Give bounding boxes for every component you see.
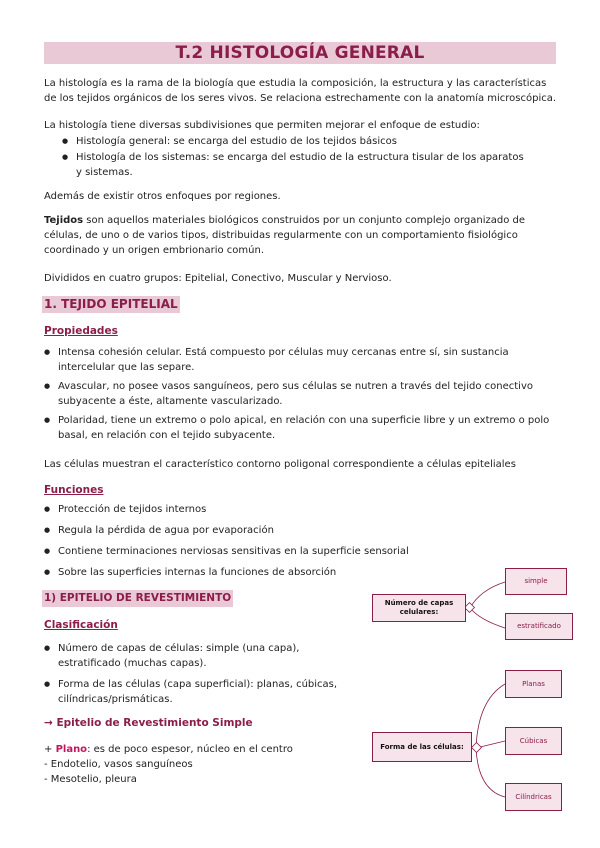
forma-option-cubicas bbox=[505, 727, 562, 755]
list-item: ● Histología de los sistemas: se encarga del estudio de la estructura tisular de los aparatos y sistemas. bbox=[62, 150, 532, 180]
list-item: ● Histología general: se encarga del estudio de los tejidos básicos bbox=[62, 134, 532, 149]
forma-box bbox=[372, 732, 472, 762]
list-item: ● Regula la pérdida de agua por evaporación bbox=[44, 523, 556, 538]
propiedades-heading: Propiedades bbox=[44, 325, 118, 337]
contorno-paragraph: Las células muestran el característico contorno poligonal correspondiente a células epiteliales bbox=[44, 459, 516, 470]
list-item: ● Avascular, no posee vasos sanguíneos, pero sus células se nutren a través del tejido conectivo subyacente a éste, altamente vascularizado. bbox=[44, 379, 556, 409]
plano-prefix: + bbox=[44, 744, 56, 755]
list-item: ● Intensa cohesión celular. Está compuesto por células muy cercanas entre sí, sin sustancia intercelular que las separe. bbox=[44, 345, 556, 375]
forma-label: Forma de las células: bbox=[380, 742, 464, 751]
epitelio-simple-heading: → Epitelio de Revestimiento Simple bbox=[44, 717, 253, 729]
plano-text: : es de poco espesor, núcleo en el centro bbox=[87, 744, 293, 755]
funciones-heading: Funciones bbox=[44, 484, 104, 496]
option-label: Cilíndricas bbox=[515, 792, 552, 801]
forma-option-cilindricas bbox=[505, 783, 562, 811]
tejidos-text: son aquellos materiales biológicos construidos por un conjunto complejo organizado de células, de uno o de varios tipos, distribuidas regularmente con un comportamiento fisiológico coordinado y un origen embrionario común. bbox=[44, 215, 526, 256]
intro-paragraph-2: La histología tiene diversas subdivisiones que permiten mejorar el enfoque de estudio: bbox=[44, 120, 480, 131]
capas-option-estratificado bbox=[505, 613, 573, 640]
connector-diamond bbox=[472, 743, 482, 753]
intro-paragraph-5: Divididos en cuatro grupos: Epitelial, Conectivo, Muscular y Nervioso. bbox=[44, 273, 392, 284]
list-item: ● Número de capas de células: simple (una capa), estratificado (muchas capas). bbox=[44, 641, 364, 671]
option-label: Planas bbox=[522, 679, 545, 688]
connector-line bbox=[470, 582, 505, 608]
list-item: ● Contiene terminaciones nerviosas sensitivas en la superficie sensorial bbox=[44, 544, 556, 559]
capas-option-simple bbox=[505, 568, 567, 595]
subsection-heading-epitelio-revestimiento: 1) EPITELIO DE REVESTIMIENTO bbox=[42, 590, 233, 607]
list-item: ● Protección de tejidos internos bbox=[44, 502, 556, 517]
plano-term: Plano bbox=[55, 744, 88, 755]
connector-line bbox=[470, 608, 505, 628]
capas-box bbox=[372, 594, 466, 622]
option-label: simple bbox=[524, 577, 548, 585]
connector-line bbox=[476, 748, 505, 797]
page-title: T.2 HISTOLOGÍA GENERAL bbox=[175, 43, 425, 63]
clasificacion-heading: Clasificación bbox=[44, 619, 118, 631]
list-item: ● Polaridad, tiene un extremo o polo apical, en relación con una superficie libre y un extremo o polo basal, en relación con el tejido subyacente. bbox=[44, 413, 556, 443]
tejidos-term: Tejidos bbox=[44, 215, 84, 226]
plano-item: - Mesotelio, pleura bbox=[44, 774, 137, 785]
intro-paragraph-1: La histología es la rama de la biología que estudia la composición, la estructura y las características de los tejidos orgánicos de los seres vivos. Se relaciona estrechamente con la anatomía microscópica. bbox=[44, 78, 557, 104]
option-label: estratificado bbox=[517, 622, 561, 630]
intro-paragraph-3: Además de existir otros enfoques por regiones. bbox=[44, 191, 281, 202]
capas-label: Número de capas celulares: bbox=[384, 599, 454, 616]
option-label: Cúbicas bbox=[519, 736, 548, 745]
list-item: ● Sobre las superficies internas la funciones de absorción bbox=[44, 565, 556, 580]
forma-option-planas bbox=[505, 670, 562, 698]
connector-line bbox=[476, 684, 505, 748]
plano-item: - Endotelio, vasos sanguíneos bbox=[44, 759, 193, 770]
section-heading-tejido-epitelial: 1. TEJIDO EPITELIAL bbox=[44, 297, 178, 311]
list-item: ● Forma de las células (capa superficial): planas, cúbicas, cilíndricas/prismáticas. bbox=[44, 677, 364, 707]
